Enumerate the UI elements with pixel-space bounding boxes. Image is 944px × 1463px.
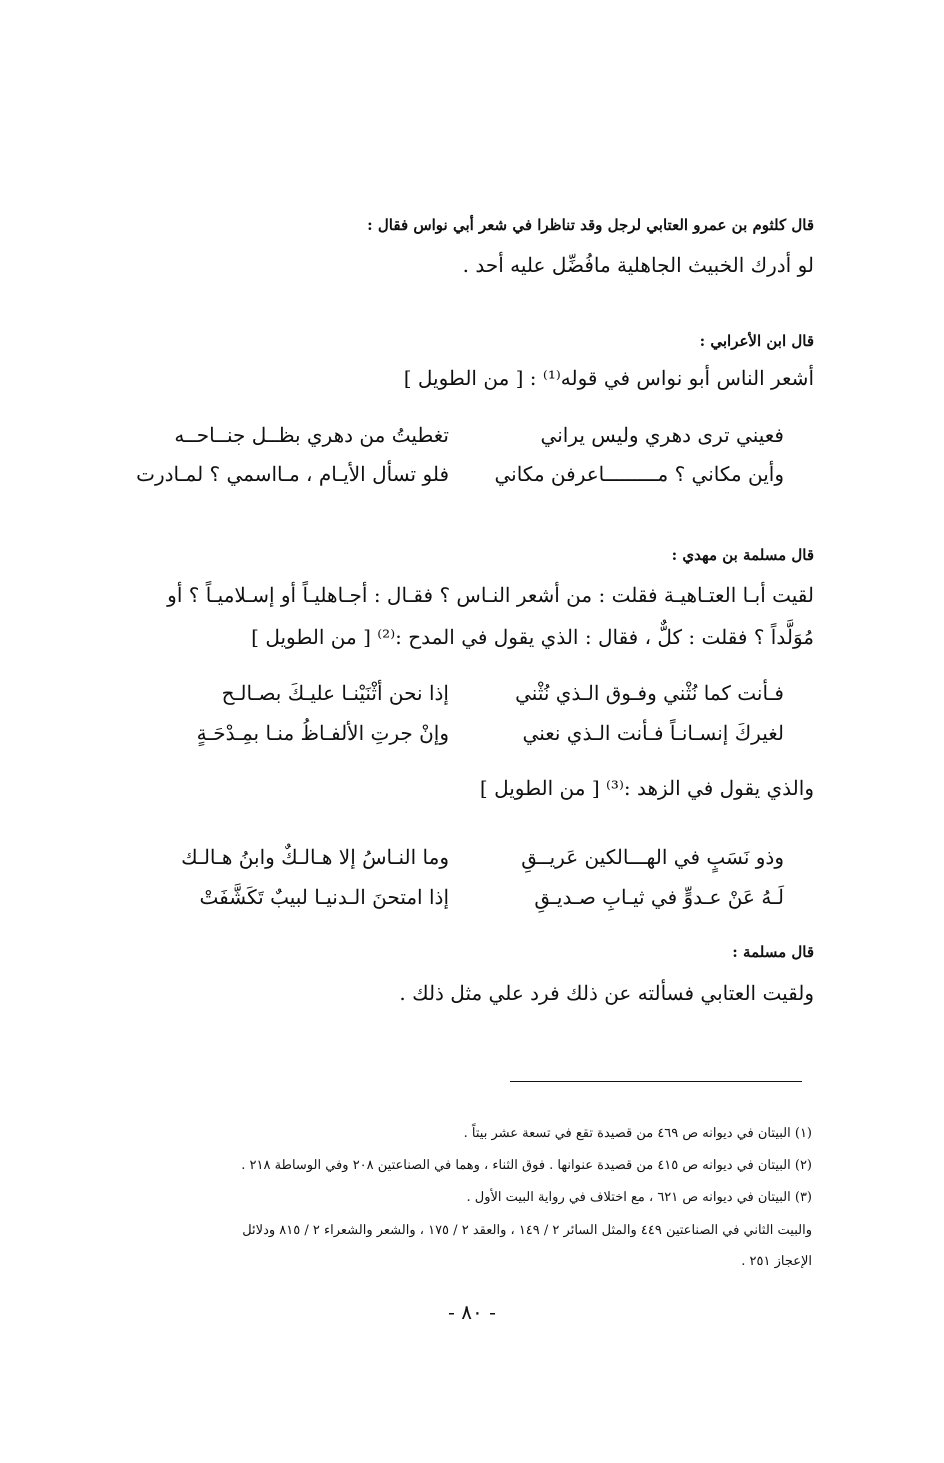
verse-5-hemistich-1: وما النـاسُ إلا هـالـكٌ وابنُ هـالـك — [181, 845, 449, 869]
verse-2-hemistich-1: فلو تسأل الأيـام ، مـااسمي ؟ لمـادرت — [136, 462, 449, 486]
section-4-text: ولقيت العتابي فسألته عن ذلك فرد علي مثل ذلك . — [399, 981, 814, 1005]
footnote-3-continuation-end: الإعجاز ٢٥١ . — [741, 1254, 812, 1269]
footnote-2: (٢) البيتان في ديوانه ص ٤١٥ من قصيدة عنوانها . فوق الثناء ، وهما في الصناعتين ٢٠٨ وفي الوساطة ٢١٨ . — [241, 1158, 812, 1173]
page-number: - ٨٠ - — [448, 1300, 496, 1324]
verse-6-hemistich-1: إذا امتحنَ الـدنيـا لبيبٌ تَكَشَّفَتْ — [199, 885, 449, 909]
section-4-header: قال مسلمة : — [732, 943, 814, 961]
verse-6-hemistich-2: لَـهُ عَنْ عـدوٍّ في ثيـابِ صـديـقِ — [534, 885, 784, 909]
verse-3-hemistich-2: فـأنت كما نُثْني وفـوق الـذي نُثْني — [515, 681, 784, 705]
section-1-header: قال كلثوم بن عمرو العتابي لرجل وقد تناظرا في شعر أبي نواس فقال : — [367, 216, 814, 234]
verse-1-hemistich-2: فعيني ترى دهري وليس يراني — [540, 423, 784, 447]
verse-4-hemistich-1: وإنْ جرتِ الألفـاظُ منـا بمِـدْحَـةٍ — [196, 721, 449, 745]
verse-5-hemistich-2: وذو نَسَبٍ في الهـــالكين عَريــقِ — [521, 845, 784, 869]
verse-4-hemistich-2: لغيركَ إنسـانـاً فـأنت الـذي نعني — [522, 721, 784, 745]
section-3-intro-2: والذي يقول في الزهد :⁽³⁾ [ من الطويل ] — [479, 776, 814, 800]
verse-3-hemistich-1: إذا نحن أثْنَيْنـا عليـكَ بصـالـح — [221, 681, 449, 705]
section-3-header: قال مسلمة بن مهدي : — [671, 546, 814, 564]
section-2-header: قال ابن الأعرابي : — [699, 332, 814, 350]
footnote-3: (٣) البيتان في ديوانه ص ٦٢١ ، مع اختلاف في رواية البيت الأول . — [466, 1190, 812, 1205]
verse-2-hemistich-2: وأين مكاني ؟ مـــــــــاعرفن مكاني — [494, 462, 784, 486]
footnote-separator — [510, 1081, 802, 1082]
footnote-3-continuation: والبيت الثاني في الصناعتين ٤٤٩ والمثل السائر ٢ / ١٤٩ ، والعقد ٢ / ١٧٥ ، والشعر والشعراء ٢ / ٨١٥ ودلائل — [242, 1223, 812, 1238]
section-2-intro: أشعر الناس أبو نواس في قوله⁽¹⁾ : [ من الطويل ] — [403, 366, 814, 390]
section-1-text: لو أدرك الخبيث الجاهلية مافُضِّل عليه أحد . — [462, 253, 814, 277]
section-3-paragraph: لقيت أبـا العتـاهيـة فقلت : من أشعر النـاس ؟ فقـال : أجـاهليـاً أو إسـلاميـاً ؟ أو مُوَلَّداً ؟ فقلت : كلٌّ ، فقال : الذي يقول في المدح :⁽²⁾ [ من الطويل ] — [167, 583, 814, 649]
verse-1-hemistich-1: تغطيتُ من دهري بظــل جنــاحــه — [174, 423, 449, 447]
footnote-1: (١) البيتان في ديوانه ص ٤٦٩ من قصيدة تقع في تسعة عشر بيتاً . — [463, 1126, 812, 1141]
